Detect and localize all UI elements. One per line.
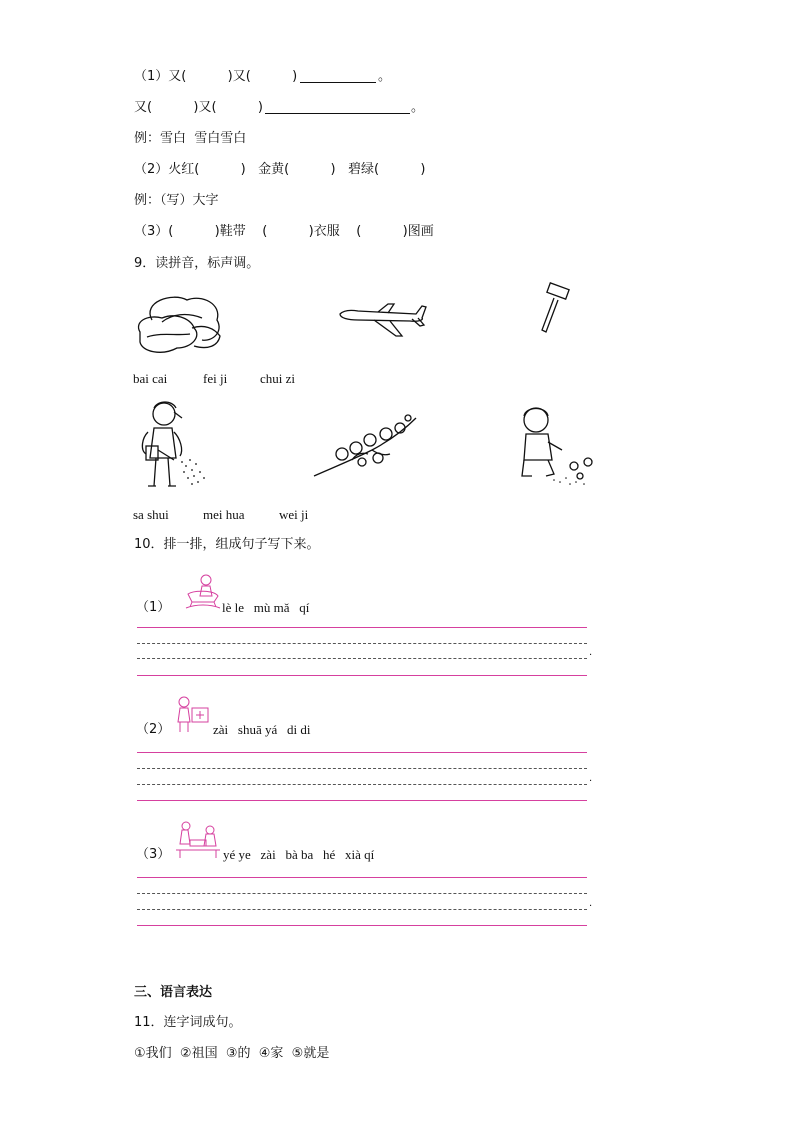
- q8-example1: 例：雪白 雪白雪白: [134, 131, 247, 146]
- writing-guide: [137, 909, 587, 910]
- answer-blank-2[interactable]: [265, 113, 410, 114]
- q9-row2-item1: sa shui: [133, 507, 169, 522]
- writing-line[interactable]: [137, 800, 587, 801]
- q9-title: 9．读拼音，标声调。: [134, 256, 260, 271]
- sentence-period: .: [589, 647, 593, 658]
- section-heading: 三、语言表达: [134, 985, 213, 1000]
- q9-row2-item2: mei hua: [203, 507, 245, 522]
- q10-title: 10．排一排，组成句子写下来。: [134, 537, 320, 552]
- q10-item2-words: zài shuā yá di di: [213, 722, 311, 737]
- writing-guide: [137, 768, 587, 769]
- writing-guide: [137, 658, 587, 659]
- sentence-period: .: [589, 773, 593, 784]
- girl-watering-image: [134, 398, 214, 490]
- q8-line3: （2）火红( ) 金黄( ) 碧绿( ): [134, 162, 426, 177]
- q9-row1-item3: chui zi: [260, 371, 296, 386]
- boy-feeding-chicks-image: [518, 402, 602, 488]
- hammer-image: [538, 284, 574, 334]
- writing-guide: [137, 784, 587, 785]
- q8-line2-end: 。: [411, 100, 425, 115]
- q10-item2-number: （2）: [136, 722, 171, 737]
- q11-words: ①我们 ②祖国 ③的 ④家 ⑤就是: [134, 1046, 330, 1061]
- writing-guide: [137, 643, 587, 644]
- q10-item1-number: （1）: [136, 600, 171, 615]
- writing-line[interactable]: [137, 877, 587, 878]
- answer-blank-1[interactable]: [300, 82, 376, 83]
- writing-line[interactable]: [137, 925, 587, 926]
- q8-example2: 例：（写）大字: [134, 193, 219, 208]
- writing-line[interactable]: [137, 752, 587, 753]
- child-rocking-horse-image: [184, 572, 222, 612]
- plum-blossom-image: [312, 410, 420, 480]
- child-brushing-teeth-image: [174, 694, 212, 736]
- q11-title: 11．连字词成句。: [134, 1015, 242, 1030]
- q10-item3-number: （3）: [136, 847, 171, 862]
- q9-row1-item2: fei ji: [203, 371, 228, 386]
- q9-row2-item3: wei ji: [279, 507, 309, 522]
- writing-guide: [137, 893, 587, 894]
- q8-line4: （3）( )鞋带 ( )衣服 ( )图画: [134, 224, 434, 239]
- q10-item3-words: yé ye zài bà ba hé xià qí: [223, 847, 375, 862]
- writing-line[interactable]: [137, 627, 587, 628]
- q9-row1-item1: bai cai: [133, 371, 168, 386]
- airplane-image: [338, 300, 426, 340]
- q8-line1-end: 。: [378, 69, 392, 84]
- cabbage-image: [132, 292, 227, 358]
- grandpa-dad-playing-chess-image: [174, 818, 222, 860]
- writing-line[interactable]: [137, 675, 587, 676]
- sentence-period: .: [589, 898, 593, 909]
- q8-line1: （1）又( )又( ): [134, 69, 298, 84]
- q8-line2: 又( )又( ): [134, 100, 263, 115]
- q10-item1-words: lè le mù mǎ qí: [222, 600, 310, 615]
